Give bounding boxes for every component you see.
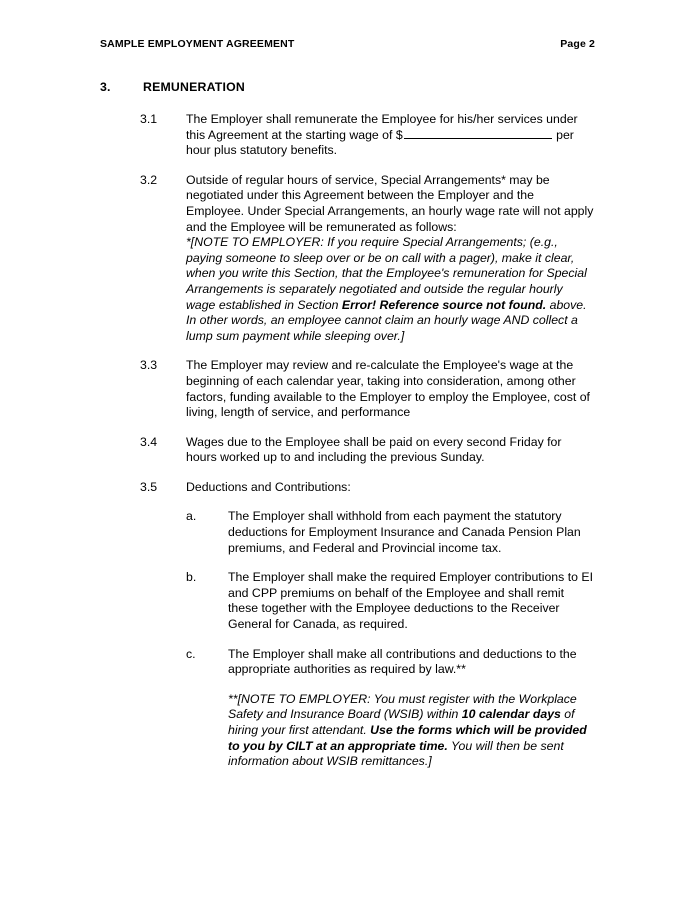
clause-text-before-blank: The Employer shall remunerate the Employee for his/her services under this Agreement at the starting wage of $ bbox=[186, 112, 578, 142]
clause-3-5 bbox=[140, 480, 595, 496]
note-error-reference: Error! Reference source not found. bbox=[341, 297, 547, 312]
clause-number: 3.4 bbox=[140, 434, 158, 449]
section-title: REMUNERATION bbox=[143, 80, 245, 94]
clause-text-after-blank: per hour plus statutory benefits. bbox=[186, 127, 574, 158]
wsib-note-part-2: of hiring your first attendant. bbox=[228, 707, 575, 737]
clause-text bbox=[186, 173, 595, 345]
clause-3-4 bbox=[140, 435, 595, 466]
clause-number: 3.5 bbox=[140, 479, 158, 494]
note-text-part-2: above. In other words, an employee cannot claim an hourly wage AND collect a lump sum payment while sleeping over.] bbox=[186, 297, 587, 343]
employer-note-3-2 bbox=[186, 235, 587, 343]
clause-3-1 bbox=[140, 112, 595, 159]
employer-note-wsib bbox=[228, 692, 595, 770]
clause-text: Wages due to the Employee shall be paid on every second Friday for hours worked up to and including the previous Sunday. bbox=[186, 434, 562, 465]
clause-text: Deductions and Contributions: bbox=[186, 479, 351, 494]
section-heading bbox=[100, 80, 595, 94]
document-body bbox=[0, 80, 695, 784]
clause-number: 3.1 bbox=[140, 112, 158, 126]
subitem-text: The Employer shall make all contributions and deductions to the appropriate authorities as required by law.** bbox=[228, 646, 577, 677]
subitem-letter: b. bbox=[186, 570, 197, 585]
wsib-note-part-3: You will then be sent information about WSIB remittances.] bbox=[228, 738, 564, 769]
clause-text: The Employer may review and re-calculate the Employee's wage at the beginning of each calendar year, taking into consideration, among other factors, funding available to the Employer to employ the Employee, cost of living, length of service, and performance bbox=[186, 358, 590, 420]
subitem-a bbox=[186, 509, 595, 556]
subitem-b bbox=[186, 570, 595, 632]
clause-3-3 bbox=[140, 358, 595, 420]
subitem-text: The Employer shall make the required Employer contributions to EI and CPP premiums on behalf of the Employee and shall remit these together with the Employee deductions to the Receiver General for Canada, as required. bbox=[228, 570, 593, 632]
subitem-letter: a. bbox=[186, 509, 197, 524]
header-page-number: Page 2 bbox=[560, 38, 595, 50]
subitem-c bbox=[186, 647, 595, 678]
wsib-note-part-1: **[NOTE TO EMPLOYER: You must register with the Workplace Safety and Insurance Board (WSIB) within bbox=[228, 691, 577, 722]
clause-number: 3.3 bbox=[140, 358, 158, 373]
wsib-note-bold-forms: Use the forms which will be provided to you by CILT at an appropriate time. bbox=[228, 723, 587, 753]
section-number: 3. bbox=[100, 80, 111, 94]
note-text-part-1: *[NOTE TO EMPLOYER: If you require Special Arrangements; (e.g., paying someone to sleep over or be on call with a pager), make it clear, when you write this Section, that the Employee's remuneration for Special Arrangements is separately negotiated and outside the regular hourly wage established in Section bbox=[186, 235, 587, 312]
wsib-note-bold-calendar-days: 10 calendar days bbox=[461, 707, 561, 722]
subitem-letter: c. bbox=[186, 646, 196, 661]
clause-number: 3.2 bbox=[140, 172, 158, 187]
clause-body-text: Outside of regular hours of service, Special Arrangements* may be negotiated under this Agreement between the Employer and the Employee. Under Special Arrangements, an hourly wage rate will not apply and the Employee will be remunerated as follows: bbox=[186, 172, 594, 234]
subitem-text: The Employer shall withhold from each payment the statutory deductions for Employment Insurance and Canada Pension Plan premiums, and Federal and Provincial income tax. bbox=[228, 509, 581, 555]
document-header bbox=[100, 38, 595, 50]
clause-3-2 bbox=[140, 173, 595, 345]
wage-blank-field[interactable] bbox=[404, 129, 552, 139]
clause-text bbox=[186, 112, 595, 159]
header-document-title: SAMPLE EMPLOYMENT AGREEMENT bbox=[100, 38, 295, 50]
